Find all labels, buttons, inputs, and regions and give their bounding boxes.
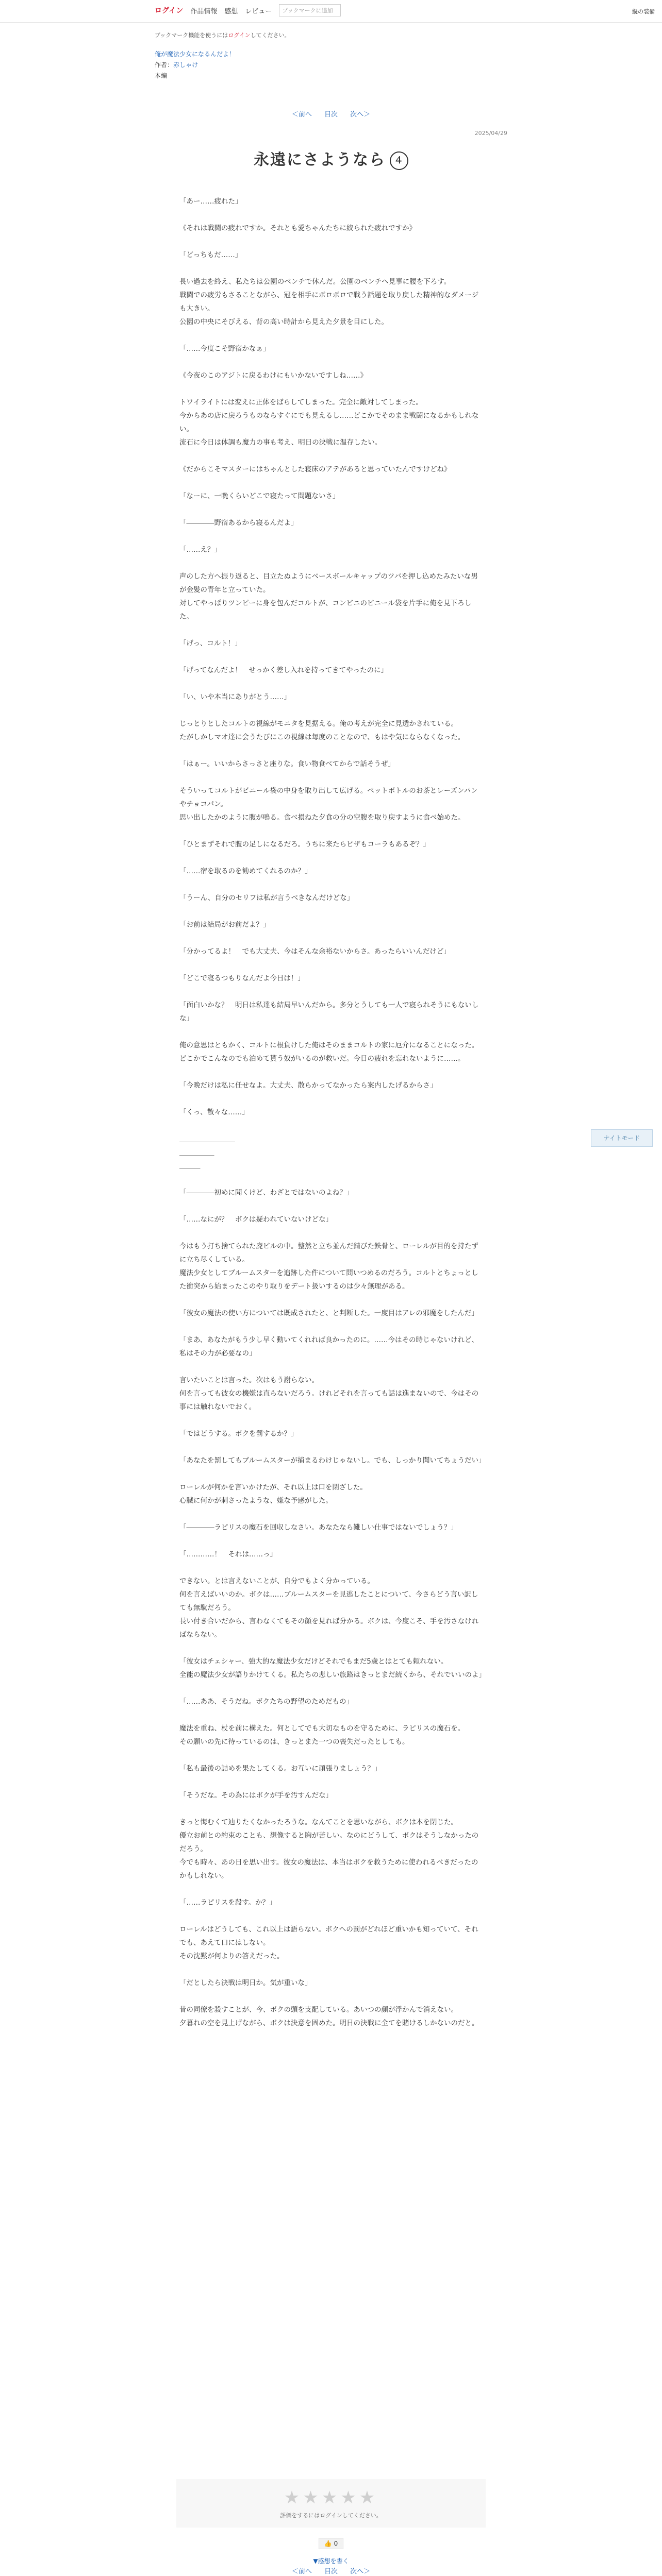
body-paragraph: 「げってなんだよ！ せっかく差し入れを持ってきてやったのに」 (179, 666, 388, 674)
chapter-number: ４ (390, 151, 408, 170)
body-paragraph: 《だからこそマスターにはちゃんとした寝床のアテがあると思っていたんですけどね》 (179, 465, 451, 473)
bottom-pager (155, 2566, 507, 2575)
body-paragraph: そういってコルトがビニール袋の中身を取り出して広げる。ペットボトルのお茶とレーズンパンやチョコパン。 思い出したかのように腹が鳴る。食べ損ねた夕食の分の空腹を取り戻すように食べ始めた。 (179, 786, 478, 822)
write-comment-link[interactable]: ▼感想を書く (313, 2557, 349, 2565)
body-paragraph: 「うーん、自分のセリフは私が言うべきなんだけどな」 (179, 893, 354, 902)
rating-section (155, 2479, 507, 2565)
body-paragraph: 声のした方へ振り返ると、目立たぬようにベースボールキャップのツバを押し込めたみたいな男が金髪の青年と立っていた。 対してやっぱりツンピーに身を包んだコルトが、コンビニのビニール袋を片手に俺を見下ろした。 (179, 572, 478, 621)
main-story-label: 本編 (155, 72, 168, 79)
toc-link[interactable]: 目次 (324, 111, 338, 118)
body-paragraph: 「――――ラピリスの魔石を回収しなさい。あなたなら難しい仕事ではないでしょう？」 (179, 1523, 458, 1532)
body-paragraph: 「……ああ、そうだね。ボクたちの野望のためだもの」 (179, 1697, 353, 1706)
body-paragraph: 「ひとまずそれで腹の足しになるだろ。うちに来たらピザもコーラもあるぞ？」 (179, 840, 430, 849)
body-paragraph: 「だとしたら決戦は明日か。気が重いな」 (179, 1978, 312, 1987)
body-paragraph: 「どっちもだ……」 (179, 250, 242, 259)
body-paragraph: 「彼女の魔法の使い方については既成されたと、と判断した。一度目はアレの邪魔をしたんだ」 (179, 1309, 478, 1317)
rating-login-message: 評価をするにはログインしてください。 (280, 2512, 382, 2519)
rating-box (176, 2479, 486, 2528)
good-button[interactable] (319, 2538, 343, 2549)
body-paragraph: きっと悔むくて辿りたくなかったろうな。なんてことを思いながら、ボクは本を閉じた。 優立お前との約束のことも、想像すると胸が苦しい。なのにどうして、ボクはそうしなかったのだろう。 今でも時々、あの日を思い出す。彼女の魔法は、本当はボクを救うために使われるべきだったのかもしれない。 (179, 1818, 479, 1880)
star-rating[interactable]: ★★★★★ (284, 2487, 378, 2508)
body-paragraph: 「面白いかな？ 明日は私達も結局早いんだから。多分とうしても一人で寝られそうにもないしな」 (179, 1001, 479, 1023)
body-paragraph: 「…………！ それは……っ」 (179, 1550, 277, 1558)
series-title[interactable]: 俺が魔法少女になるんだよ！ (155, 50, 236, 58)
login-link[interactable]: ログイン (155, 7, 184, 15)
body-paragraph: 「彼女はチェシャー、強大的な魔法少女だけどそれでもまだ5歳とはとても頼れない。 全能の魔法少女が語りかけてくる。私たちの悲しい旅路はきっとまだ続くから、それでいいのよ」 (179, 1657, 486, 1679)
night-mode-button[interactable]: ナイトモード (591, 1129, 653, 1147)
body-paragraph: 《今夜のこのアジトに戻るわけにもいかないですしね……》 (179, 371, 367, 380)
nav-reviews[interactable]: レビュー (245, 7, 272, 15)
body-paragraph: 「……宿を取るのを勧めてくれるのか？」 (179, 867, 312, 875)
body-paragraph: 「……今度こそ野宿かなぁ」 (179, 344, 270, 353)
nav-comments[interactable]: 感想 (224, 7, 238, 15)
body-paragraph: 「……え？」 (179, 545, 221, 554)
display-settings-link[interactable]: 縦の装備 (632, 8, 655, 15)
author-link[interactable]: 赤しゃけ (173, 61, 198, 69)
body-paragraph: ＿＿＿＿＿＿＿＿ ＿＿＿＿＿ ＿＿＿ (179, 1134, 235, 1170)
top-nav (155, 4, 341, 16)
prev-link[interactable]: ＜前へ (291, 111, 312, 118)
body-paragraph: 「お前は結局がお前だよ？」 (179, 920, 270, 929)
body-paragraph: 「そうだな。その為にはボクが手を汚すんだな」 (179, 1791, 333, 1800)
next-link-bottom[interactable]: 次へ＞ (350, 2568, 371, 2575)
top-pager (155, 109, 507, 118)
body-paragraph: 《それは戦闘の疲れですか。それとも愛ちゃんたちに絞られた疲れですか》 (179, 224, 416, 232)
body-paragraph: 「まあ、あなたがもう少し早く動いてくれれば良かったのに。……今はその時じゃないけれど、私はその力が必要なの」 (179, 1335, 478, 1358)
body-paragraph: できない。とは言えないことが、自分でもよく分かっている。 何を言えばいいのか。ボクは……ブルームスターを見逃したことについて、今さらどう言い訳しても無駄だろう。 長い付き合いだから、言わなくてもその顔を見れば分かる。ボクは、今度こそ、手を汚さなければならない。 (179, 1577, 479, 1639)
body-paragraph: 言いたいことは言った。次はもう謝らない。 何を言っても彼女の機嫌は直らないだろう。けれどそれを言っても話は進まないので、今はその事には触れないでおく。 (179, 1376, 479, 1411)
bookmark-add-button[interactable]: ブックマークに追加 (279, 4, 341, 16)
good-count: 0 (334, 2540, 338, 2547)
good-section (155, 2538, 507, 2549)
body-paragraph: 「げっ、コルト！」 (179, 639, 242, 648)
body-paragraph: 「あー……疲れた」 (179, 197, 242, 206)
body-paragraph: 「ではどうする。ボクを罰するか？」 (179, 1429, 298, 1438)
chapter-title: 永遠にさようなら ４ (155, 147, 507, 170)
body-paragraph: 「――――初めに聞くけど、わざとではないのよね？」 (179, 1188, 354, 1197)
body-paragraph: 「――――野宿あるから寝るんだよ」 (179, 518, 298, 527)
body-paragraph: ローレルはどうしても、これ以上は語らない。ボクへの罰がどれほど重いかも知っていて、それでも、あえて口にはしない。 その沈黙が何よりの答えだった。 (179, 1925, 478, 1960)
top-bar (0, 0, 662, 23)
body-paragraph: 「あなたを罰してもブルームスターが捕まるわけじゃないし。でも、しっかり聞いてちょうだい」 (179, 1456, 486, 1465)
body-paragraph: 長い過去を終え、私たちは公園のベンチで休んだ。公園のベンチへ見事に腰を下ろす。 戦闘での疲労もさることながら、冠を相手にボロボロで戦う話題を取り戻した精神的なダメージも大きい。 公園の中央にそびえる、背の高い時計から見えた夕景を目にした。 (179, 277, 479, 326)
main-content (155, 31, 507, 2043)
body-paragraph: 魔法を重ね、杖を前に構えた。何としてでも大切なものを守るために、ラピリスの魔石を。 その願いの先に待っているのは、きっとまた一つの喪失だったとしても。 (179, 1724, 465, 1746)
body-paragraph: 「……ラピリスを殺す。か？」 (179, 1898, 276, 1907)
body-paragraph: 「……なにが？ ボクは疑われていないけどな」 (179, 1215, 333, 1224)
body-paragraph: 「私も最後の詰めを果たしてくる。お互いに頑張りましょう？」 (179, 1764, 382, 1773)
toc-link-bottom[interactable]: 目次 (324, 2568, 338, 2575)
body-paragraph: 俺の意思はともかく、コルトに根負けした俺はそのままコルトの家に厄介になることになった。 どこかでこんなのでも泊めて貰う奴がいるのが救いだ。今日の疲れを忘れないように……。 (179, 1041, 479, 1063)
chapter-body (155, 195, 507, 2030)
body-paragraph: ローレルが何かを言いかけたが、それ以上は口を閉ざした。 心臓に何かが刺さったような、嫌な予感がした。 (179, 1483, 367, 1505)
body-paragraph: 「どこで寝るつもりなんだよ今日は！」 (179, 974, 305, 982)
bookmark-notice: ブックマーク機能を使うにはログインしてください。 (155, 32, 290, 39)
nav-work-info[interactable]: 作品情報 (190, 7, 218, 15)
publish-date: 2025/04/29 (474, 130, 507, 137)
body-paragraph: 「はぁー。いいからさっさと座りな。食い物食べてからで話そうぜ」 (179, 759, 395, 768)
thumbs-up-icon: 👍 (324, 2540, 332, 2547)
notice-login-link[interactable]: ログイン (228, 32, 251, 39)
body-paragraph: 「今晩だけは私に任せなよ。大丈夫、散らかってなかったら案内したげるからさ」 (179, 1081, 437, 1090)
body-paragraph: 「くっ、散々な……」 (179, 1108, 249, 1116)
author-line: 作者：赤しゃけ (155, 61, 198, 69)
body-paragraph: トワイライトには変えに正体をばらしてしまった。完全に敵対してしまった。 今からあの店に戻ろうものならすぐにでも見えるし……どこかでそのまま戦闘になるかもしれない。 流石に今日は体調も魔力の事も考え、明日の決戦に温存したい。 (179, 398, 479, 447)
body-paragraph: じっとりとしたコルトの視線がモニタを見据える。俺の考えが完全に見透かされている。 たがしかしマオ達に会うたびにこの視線は毎度のことなので、もはや気にならなくなった。 (179, 719, 465, 741)
body-paragraph: 昔の同僚を殺すことが、今、ボクの頭を支配している。あいつの顔が浮かんで消えない。 夕暮れの空を見上げながら、ボクは決意を固めた。明日の決戦に全てを賭けるしかないのだと。 (179, 2005, 479, 2027)
body-paragraph: 「なーに、一晩くらいどこで寝たって問題ないさ」 (179, 492, 340, 500)
next-link[interactable]: 次へ＞ (350, 111, 371, 118)
prev-link-bottom[interactable]: ＜前へ (291, 2568, 312, 2575)
body-paragraph: 今はもう打ち捨てられた廃ビルの中。整然と立ち並んだ錆びた鉄骨と、ローレルが目的を持たずに立ち尽くしている。 魔法少女としてブルームスターを追跡した件について問いつめるのだろう。コルトとちょっとした衝突から始まったこのやり取りをデート扱いするのは少々無理がある。 (179, 1242, 478, 1291)
body-paragraph: 「分かってるよ！ でも大丈夫、今はそんな余裕ないからさ。あったらいいんだけど」 (179, 947, 451, 956)
body-paragraph: 「い、いや本当にありがとう……」 (179, 692, 291, 701)
